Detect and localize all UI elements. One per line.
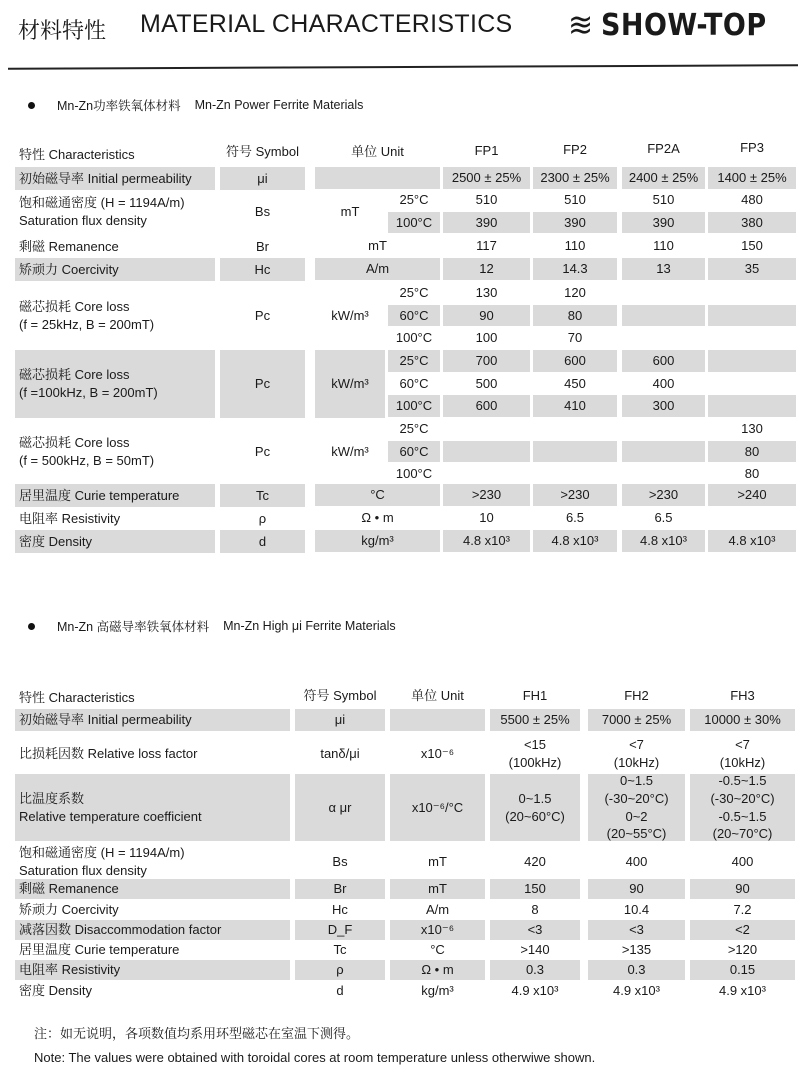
- characteristic-label-text: 初始磁导率 Initial permeability: [19, 170, 192, 186]
- characteristic-label: [15, 920, 290, 940]
- characteristic-label-text: Saturation flux density: [19, 863, 147, 878]
- symbol-cell-text: Hc: [254, 261, 271, 277]
- value-cell: [490, 920, 580, 940]
- unit-cell-text: kW/m³: [331, 444, 369, 460]
- unit-cell-text: kg/m³: [361, 533, 394, 549]
- page-title-cn: 材料特性: [18, 18, 107, 43]
- value-cell: [690, 843, 795, 881]
- unit-cell-text: A/m: [365, 261, 390, 277]
- characteristic-label-text: 电阻率 Resistivity: [19, 510, 121, 526]
- value-cell-text: 400: [731, 854, 754, 870]
- value-cell-text: >230: [560, 487, 590, 503]
- characteristic-label-text: 矫顽力 Coercivity: [19, 261, 119, 277]
- value-cell-text: <15: [523, 737, 547, 753]
- characteristic-label: [15, 733, 290, 775]
- value-cell-text: 4.8 x10³: [728, 533, 776, 549]
- value-cell: [690, 774, 795, 841]
- value-cell-text: 150: [741, 238, 763, 254]
- value-cell-text: 150: [524, 881, 546, 897]
- value-cell-text: 2400 ± 25%: [628, 170, 699, 186]
- characteristic-label-text: 磁芯损耗 Core loss: [19, 435, 130, 451]
- section-title-en: Mn-Zn Power Ferrite Materials: [194, 98, 364, 112]
- value-cell-text: 4.8 x10³: [551, 533, 599, 549]
- value-cell-text: (10kHz): [719, 755, 766, 770]
- value-cell-text: >230: [471, 487, 502, 503]
- unit-cell: [390, 709, 485, 731]
- value-cell: [588, 774, 685, 841]
- characteristic-label: [15, 774, 290, 841]
- value-cell-text: 600: [652, 353, 675, 369]
- value-cell-text: >140: [520, 942, 550, 958]
- value-cell-text: 510: [652, 192, 675, 208]
- characteristic-label-text: 矫顽力 Coercivity: [19, 902, 119, 918]
- page-title-en: MATERIAL CHARACTERISTICS: [140, 10, 513, 38]
- value-cell: [690, 960, 795, 980]
- symbol-cell-text: Pc: [254, 444, 271, 460]
- value-cell: [490, 980, 580, 1002]
- value-cell: [690, 709, 795, 731]
- value-cell-text: 2300 ± 25%: [540, 170, 610, 186]
- value-cell-text: 510: [564, 192, 586, 208]
- value-cell-text: -0.5~1.5: [718, 773, 767, 789]
- symbol-cell: [295, 920, 385, 940]
- header-grade-text: FP3: [740, 140, 764, 156]
- value-cell-text: 700: [475, 353, 498, 369]
- header-grade-text: FP1: [474, 143, 499, 159]
- symbol-cell-text: μi: [257, 170, 268, 186]
- value-cell: [588, 940, 685, 960]
- unit-cell: [390, 940, 485, 960]
- temperature-cell-text: 100°C: [395, 398, 433, 414]
- value-cell-text: (-30~20°C): [604, 790, 669, 806]
- characteristic-label-text: 电阻率 Resistivity: [19, 962, 121, 978]
- header-characteristics: [15, 687, 290, 709]
- characteristic-label-text: 饱和磁通密度 (H = 1194A/m): [19, 195, 185, 211]
- logo-text: SHOW-TOP: [601, 8, 767, 43]
- value-cell-text: 480: [741, 192, 763, 208]
- temperature-cell-text: 25°C: [399, 285, 429, 301]
- value-cell-text: 4.8 x10³: [640, 533, 687, 549]
- value-cell-text: 400: [652, 375, 675, 391]
- value-cell-text: 6.5: [565, 510, 585, 526]
- value-cell-text: 4.9 x10³: [613, 983, 660, 999]
- value-cell: [490, 774, 580, 841]
- value-cell: [588, 900, 685, 920]
- symbol-cell-text: Tc: [256, 487, 269, 503]
- value-cell-text: 14.3: [562, 261, 588, 277]
- symbol-cell: [295, 843, 385, 881]
- characteristic-label-text: 比损耗因数 Relative loss factor: [19, 746, 198, 762]
- unit-cell-text: Ω • m: [421, 962, 454, 978]
- symbol-cell: [295, 774, 385, 841]
- unit-cell-text: mT: [340, 203, 360, 219]
- value-cell-text: 120: [564, 285, 586, 301]
- temperature-cell-text: 25°C: [399, 192, 429, 208]
- value-cell-text: 2500 ± 25%: [451, 170, 522, 186]
- value-cell-text: 10000 ± 30%: [704, 712, 781, 728]
- characteristic-label: [15, 980, 290, 1002]
- value-cell-text: 600: [564, 353, 586, 369]
- value-cell-text: <7: [629, 737, 644, 753]
- value-cell: [690, 879, 795, 899]
- unit-cell: [390, 960, 485, 980]
- characteristic-label-text: 居里温度 Curie temperature: [19, 942, 180, 958]
- symbol-cell-text: ρ: [258, 510, 267, 526]
- unit-cell-text: mT: [428, 854, 447, 870]
- symbol-cell-text: Br: [333, 881, 347, 897]
- unit-cell-text: mT: [368, 238, 387, 254]
- temperature-cell-text: 60°C: [399, 375, 429, 391]
- value-cell-text: <3: [629, 922, 644, 938]
- symbol-cell-text: Bs: [254, 203, 271, 219]
- section-title-cn: Mn-Zn功率铁氧体材料: [57, 99, 181, 113]
- value-cell-text: 10: [479, 510, 494, 526]
- value-cell-text: 90: [629, 881, 644, 897]
- unit-cell-text: °C: [430, 942, 445, 958]
- section-title-en: Mn-Zn High μi Ferrite Materials: [223, 619, 396, 633]
- value-cell-text: 0~1.5: [620, 773, 653, 789]
- value-cell-text: 410: [564, 398, 586, 414]
- value-cell-text: 1400 ± 25%: [717, 170, 787, 186]
- temperature-cell-text: 60°C: [399, 443, 429, 459]
- header-symbol: [295, 685, 385, 707]
- note-cn: 注：如无说明，各项数值均系用环型磁芯在室温下测得。: [34, 1026, 360, 1041]
- temperature-cell-text: 100°C: [395, 214, 433, 230]
- value-cell-text: 0.3: [525, 962, 545, 978]
- characteristic-label-text: 密度 Density: [19, 533, 92, 549]
- header-grade-text: FH1: [522, 688, 548, 704]
- value-cell-text: 35: [744, 261, 760, 277]
- unit-cell-text: kW/m³: [331, 376, 369, 392]
- value-cell: [588, 879, 685, 899]
- characteristic-label-text: 密度 Density: [19, 983, 92, 999]
- temperature-cell-text: 60°C: [399, 307, 429, 323]
- characteristic-label-text: Relative temperature coefficient: [19, 808, 202, 824]
- value-cell-text: >230: [648, 487, 679, 503]
- characteristic-label-text: 减落因数 Disaccommodation factor: [19, 922, 222, 938]
- header-grade: [588, 685, 685, 707]
- value-cell-text: (20~60°C): [505, 808, 565, 824]
- value-cell-text: 0.3: [627, 962, 646, 978]
- header-unit-text: 单位 Unit: [351, 144, 404, 160]
- unit-cell: [390, 733, 485, 775]
- unit-cell-text: A/m: [425, 902, 450, 918]
- value-cell-text: 390: [564, 214, 586, 230]
- value-cell-text: 70: [567, 330, 583, 346]
- value-cell: [588, 733, 685, 775]
- value-cell-text: 450: [564, 375, 586, 391]
- symbol-cell-text: Bs: [332, 854, 348, 870]
- value-cell-text: 7.2: [733, 902, 752, 918]
- value-cell: [490, 843, 580, 881]
- value-cell: [588, 980, 685, 1002]
- value-cell-text: 5500 ± 25%: [500, 712, 570, 728]
- characteristic-label: [15, 960, 290, 980]
- symbol-cell: [295, 733, 385, 775]
- characteristic-label: [15, 709, 290, 731]
- value-cell-text: 110: [564, 238, 586, 254]
- header-characteristics-text: 特性 Characteristics: [19, 690, 135, 706]
- value-cell: [490, 879, 580, 899]
- value-cell-text: 12: [479, 261, 494, 277]
- value-cell-text: 600: [475, 398, 498, 414]
- value-cell-text: (10kHz): [613, 755, 660, 770]
- value-cell-text: 117: [476, 238, 497, 254]
- symbol-cell-text: d: [336, 983, 344, 999]
- value-cell: [490, 940, 580, 960]
- value-cell-text: 10.4: [623, 902, 650, 918]
- value-cell: [490, 900, 580, 920]
- value-cell-text: 13: [656, 261, 671, 277]
- value-cell-text: 7000 ± 25%: [601, 712, 672, 728]
- symbol-cell-text: D_F: [327, 922, 353, 938]
- value-cell-text: 0~1.5: [518, 790, 552, 806]
- value-cell-text: <2: [735, 922, 750, 938]
- value-cell-text: 8: [531, 902, 539, 918]
- value-cell-text: (-30~20°C): [710, 790, 775, 806]
- symbol-cell-text: μi: [334, 712, 346, 728]
- value-cell: [690, 980, 795, 1002]
- value-cell: [490, 709, 580, 731]
- value-cell-text: 380: [741, 214, 763, 230]
- symbol-cell-text: d: [258, 533, 267, 549]
- value-cell-text: 4.8 x10³: [463, 533, 510, 549]
- header-symbol-text: 符号 Symbol: [226, 144, 299, 160]
- unit-cell: [390, 879, 485, 899]
- value-cell-text: >240: [737, 487, 767, 503]
- symbol-cell-text: Pc: [254, 376, 271, 392]
- unit-cell-text: kg/m³: [421, 983, 454, 999]
- value-cell: [490, 960, 580, 980]
- value-cell-text: -0.5~1.5: [718, 808, 767, 824]
- value-cell-text: 80: [567, 307, 583, 323]
- value-cell-text: 80: [744, 443, 760, 459]
- symbol-cell-text: ρ: [336, 962, 344, 978]
- characteristic-label-text: 磁芯损耗 Core loss: [19, 299, 130, 315]
- header-grade: [490, 685, 580, 707]
- symbol-cell: [295, 940, 385, 960]
- symbol-cell: [295, 879, 385, 899]
- characteristic-label: [15, 940, 290, 960]
- temperature-cell-text: 25°C: [399, 353, 429, 369]
- value-cell-text: 0.15: [729, 962, 756, 978]
- value-cell-text: 500: [475, 375, 498, 391]
- value-cell-text: 4.9 x10³: [511, 983, 559, 999]
- section-title-cn: Mn-Zn 高磁导率铁氧体材料: [57, 620, 210, 634]
- unit-cell-text: x10⁻⁶: [420, 746, 455, 762]
- value-cell-text: >135: [621, 942, 652, 958]
- value-cell: [588, 920, 685, 940]
- header-characteristics-text: 特性 Characteristics: [19, 147, 135, 163]
- value-cell-text: 390: [475, 214, 498, 230]
- symbol-cell-text: α μr: [328, 799, 352, 815]
- characteristic-label: [15, 900, 290, 920]
- characteristic-label: [15, 879, 290, 899]
- symbol-cell-text: Tc: [333, 942, 347, 958]
- header-unit-text: 单位 Unit: [411, 688, 464, 704]
- unit-cell: [390, 774, 485, 841]
- value-cell-text: <3: [527, 922, 543, 938]
- value-cell: [690, 940, 795, 960]
- symbol-cell-text: tanδ/μi: [320, 746, 360, 762]
- value-cell-text: 130: [741, 421, 763, 437]
- temperature-cell-text: 25°C: [399, 421, 429, 437]
- header-grade: [690, 685, 795, 707]
- value-cell: [690, 733, 795, 775]
- unit-cell-text: x10⁻⁶/°C: [411, 799, 464, 815]
- header-grade-text: FP2A: [647, 141, 680, 157]
- logo-wave-icon: ≋: [568, 6, 594, 45]
- value-cell-text: (20~55°C): [606, 826, 667, 842]
- characteristic-label-text: 磁芯损耗 Core loss: [19, 367, 130, 383]
- header-grade-text: FH2: [624, 688, 649, 704]
- characteristic-label-text: (f = 25kHz, B = 200mT): [19, 316, 155, 332]
- value-cell-text: (100kHz): [508, 755, 562, 770]
- header-grade-text: FP2: [563, 142, 587, 158]
- unit-cell: [390, 920, 485, 940]
- unit-cell: [390, 980, 485, 1002]
- temperature-cell-text: 100°C: [395, 330, 433, 346]
- header-symbol-text: 符号 Symbol: [303, 688, 377, 704]
- unit-cell-text: °C: [370, 487, 385, 503]
- value-cell-text: 4.9 x10³: [719, 983, 766, 999]
- unit-cell-text: Ω • m: [361, 510, 394, 526]
- characteristic-label-text: 居里温度 Curie temperature: [19, 487, 180, 503]
- value-cell-text: 90: [735, 881, 750, 897]
- value-cell-text: 110: [653, 238, 674, 254]
- temperature-cell-text: 100°C: [395, 466, 433, 482]
- unit-cell-text: mT: [428, 881, 447, 897]
- unit-cell-text: kW/m³: [331, 308, 369, 324]
- characteristic-label-text: 剩磁 Remanence: [19, 238, 119, 254]
- characteristic-label-text: 比温度系数: [19, 790, 85, 806]
- value-cell: [690, 920, 795, 940]
- value-cell-text: 400: [625, 854, 648, 870]
- value-cell-text: >120: [727, 942, 758, 958]
- value-cell-text: 6.5: [654, 510, 673, 526]
- symbol-cell-text: Hc: [332, 902, 348, 918]
- value-cell-text: 100: [475, 330, 498, 346]
- symbol-cell: [295, 980, 385, 1002]
- symbol-cell: [295, 960, 385, 980]
- value-cell-text: 130: [475, 285, 498, 301]
- symbol-cell: [295, 709, 385, 731]
- characteristic-label-text: (f = 500kHz, B = 50mT): [19, 452, 155, 468]
- unit-cell: [390, 843, 485, 881]
- unit-cell-text: x10⁻⁶: [420, 922, 455, 938]
- characteristic-label-text: (f =100kHz, B = 200mT): [19, 384, 158, 400]
- value-cell-text: 80: [744, 466, 760, 482]
- value-cell-text: 420: [524, 854, 546, 870]
- value-cell-text: (20~70°C): [712, 826, 773, 842]
- header-unit: [390, 685, 485, 707]
- note-en: Note: The values were obtained with toroidal cores at room temperature unless otherwiwe shown.: [34, 1050, 596, 1065]
- value-cell-text: 90: [479, 307, 494, 323]
- unit-cell: [390, 900, 485, 920]
- value-cell: [690, 900, 795, 920]
- characteristic-label-text: 初始磁导率 Initial permeability: [19, 712, 192, 728]
- value-cell-text: <7: [735, 737, 750, 753]
- value-cell-text: 0~2: [625, 808, 648, 824]
- value-cell: [588, 843, 685, 881]
- header-grade-text: FH3: [730, 688, 755, 704]
- value-cell-text: 510: [475, 192, 498, 208]
- value-cell-text: 390: [652, 214, 675, 230]
- characteristic-label-text: 饱和磁通密度 (H = 1194A/m): [19, 845, 185, 861]
- value-cell-text: 300: [652, 398, 675, 414]
- value-cell: [588, 960, 685, 980]
- value-cell: [490, 733, 580, 775]
- characteristic-label: [15, 843, 290, 881]
- characteristic-label-text: Saturation flux density: [19, 212, 147, 228]
- symbol-cell-text: Br: [256, 238, 269, 254]
- value-cell: [588, 709, 685, 731]
- symbol-cell: [295, 900, 385, 920]
- characteristic-label-text: 剩磁 Remanence: [19, 881, 119, 897]
- symbol-cell-text: Pc: [254, 308, 271, 324]
